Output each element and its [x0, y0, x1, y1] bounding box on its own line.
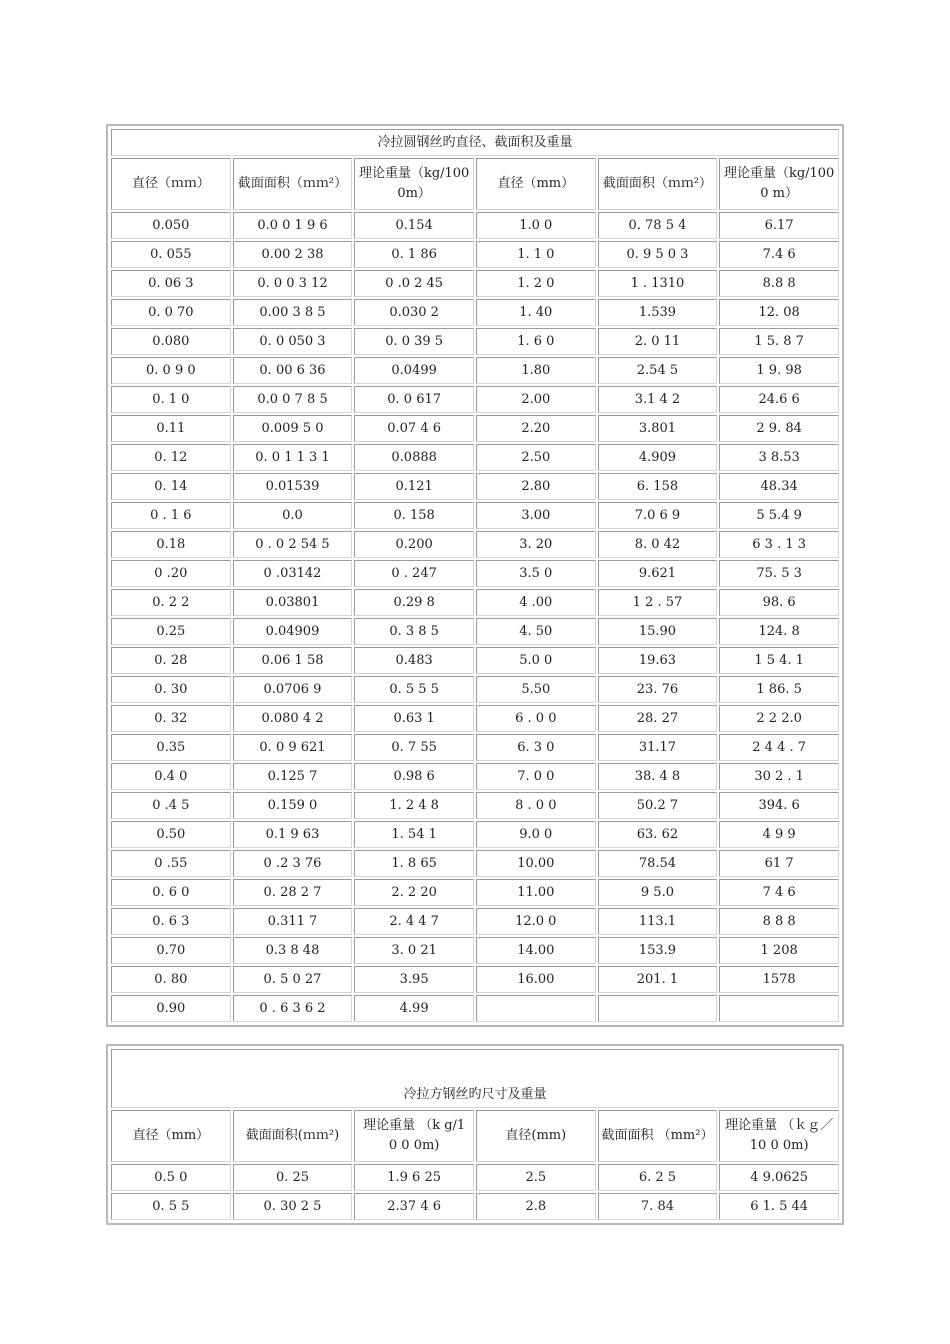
table-cell: 6. 3 0	[476, 734, 596, 761]
table-cell: 0.00 2 38	[233, 241, 353, 268]
table-cell: 9 5.0	[598, 879, 718, 906]
table-cell: 8.8 8	[719, 270, 839, 297]
table-cell: 0 .0 2 45	[354, 270, 474, 297]
table-cell: 0. 0 70	[111, 299, 231, 326]
table-cell: 6 . 0 0	[476, 705, 596, 732]
table-cell: 3.00	[476, 502, 596, 529]
table-cell: 0.0499	[354, 357, 474, 384]
table-row	[111, 415, 839, 442]
table-cell: 0.06 1 58	[233, 647, 353, 674]
header-section-area: 截面面积（ｍｍ²）	[233, 158, 353, 210]
table-cell: 1 208	[719, 937, 839, 964]
table-row	[111, 299, 839, 326]
table-cell: 1578	[719, 966, 839, 993]
table-cell: 0. 30 2 5	[233, 1193, 353, 1220]
table-cell: 61 7	[719, 850, 839, 877]
table-cell: 4.99	[354, 995, 474, 1022]
table-cell: 6.17	[719, 212, 839, 239]
table-row	[111, 850, 839, 877]
table-cell: 3.1 4 2	[598, 386, 718, 413]
table-cell: 0.0 0 7 8 5	[233, 386, 353, 413]
table-row	[111, 560, 839, 587]
table-cell: 2.54 5	[598, 357, 718, 384]
table-cell: 1 . 1310	[598, 270, 718, 297]
table-cell: 0. 80	[111, 966, 231, 993]
table-cell: 7.0 6 9	[598, 502, 718, 529]
table-cell: 2.37 4 6	[354, 1193, 474, 1220]
table-cell: 0.4 0	[111, 763, 231, 790]
table-cell: 0. 0 39 5	[354, 328, 474, 355]
table-cell: 0. 5 5 5	[354, 676, 474, 703]
table-cell: 0.25	[111, 618, 231, 645]
table-cell: 28. 27	[598, 705, 718, 732]
table-cell: 11.00	[476, 879, 596, 906]
table-cell: 1 2 . 57	[598, 589, 718, 616]
table-cell: 3.801	[598, 415, 718, 442]
table-cell: 0.50	[111, 821, 231, 848]
table-cell: 19.63	[598, 647, 718, 674]
table-cell: 0.1 9 63	[233, 821, 353, 848]
table-cell: 0.080 4 2	[233, 705, 353, 732]
table-cell: 0.159 0	[233, 792, 353, 819]
round-wire-table-frame	[106, 124, 844, 1027]
table-row	[111, 1164, 839, 1191]
table-cell: 7.4 6	[719, 241, 839, 268]
square-wire-header-row	[111, 1110, 839, 1162]
table-cell: 0.29 8	[354, 589, 474, 616]
table-cell: 0.70	[111, 937, 231, 964]
table-cell: 0 . 1 6	[111, 502, 231, 529]
table-cell: 0.0706 9	[233, 676, 353, 703]
table-row	[111, 473, 839, 500]
header-diameter-2: 直径（mm）	[476, 158, 596, 210]
table-cell: 0.63 1	[354, 705, 474, 732]
table-cell: 0. 9 5 0 3	[598, 241, 718, 268]
table-cell: 1 9. 98	[719, 357, 839, 384]
table-cell: 1.0 0	[476, 212, 596, 239]
table-cell: 3 8.53	[719, 444, 839, 471]
table-row	[111, 908, 839, 935]
table-cell: 4 9.0625	[719, 1164, 839, 1191]
table-cell: 1 86. 5	[719, 676, 839, 703]
table-cell: 0.0888	[354, 444, 474, 471]
table-cell: 5 5.4 9	[719, 502, 839, 529]
round-wire-header-row	[111, 158, 839, 210]
table-row	[111, 821, 839, 848]
table-cell	[719, 995, 839, 1022]
table-cell: 4 9 9	[719, 821, 839, 848]
square-wire-table-frame	[106, 1044, 844, 1225]
table-row	[111, 705, 839, 732]
table-cell: 0 .4 5	[111, 792, 231, 819]
table-cell: 0.07 4 6	[354, 415, 474, 442]
table-cell: 0. 12	[111, 444, 231, 471]
table-cell: 0.03801	[233, 589, 353, 616]
table-cell: 0 . 247	[354, 560, 474, 587]
table-cell: 0. 3 8 5	[354, 618, 474, 645]
table-cell: 0. 06 3	[111, 270, 231, 297]
table-cell: 6. 2 5	[598, 1164, 718, 1191]
table-cell: 24.6 6	[719, 386, 839, 413]
table-cell: 0. 32	[111, 705, 231, 732]
table-cell: 0. 5 5	[111, 1193, 231, 1220]
table-cell: 0. 6 0	[111, 879, 231, 906]
table-cell: 14.00	[476, 937, 596, 964]
table-cell: 2. 4 4 7	[354, 908, 474, 935]
table-cell: 0.121	[354, 473, 474, 500]
table-row	[111, 328, 839, 355]
table-cell: 1. 1 0	[476, 241, 596, 268]
table-cell: 6 3 . 1 3	[719, 531, 839, 558]
table-cell: 0.18	[111, 531, 231, 558]
table-row	[111, 212, 839, 239]
table-cell: 0. 78 5 4	[598, 212, 718, 239]
table-cell: 1. 54 1	[354, 821, 474, 848]
table-cell: 5.50	[476, 676, 596, 703]
table-cell	[598, 995, 718, 1022]
header-theoretical-weight: 理论重量（kg/1000m）	[354, 158, 474, 210]
table-row	[111, 531, 839, 558]
table-cell: 4.909	[598, 444, 718, 471]
header-theoretical-weight-2: 理论重量 （ｋｇ／10 0 0m)	[719, 1110, 839, 1162]
table-cell: 0. 28	[111, 647, 231, 674]
table-cell: 3.95	[354, 966, 474, 993]
table-cell: 4. 50	[476, 618, 596, 645]
table-cell: 0.11	[111, 415, 231, 442]
table-cell: 1.539	[598, 299, 718, 326]
header-theoretical-weight-2: 理论重量（kg/1000 m）	[719, 158, 839, 210]
table-cell: 15.90	[598, 618, 718, 645]
table-cell: 0.030 2	[354, 299, 474, 326]
table-cell: 113.1	[598, 908, 718, 935]
table-cell: 0. 1 0	[111, 386, 231, 413]
table-row	[111, 937, 839, 964]
table-cell: 0.0	[233, 502, 353, 529]
table-cell: 153.9	[598, 937, 718, 964]
table-cell: 0. 1 86	[354, 241, 474, 268]
table-cell: 0. 055	[111, 241, 231, 268]
table-cell: 0.0 0 1 9 6	[233, 212, 353, 239]
table-cell: 0. 25	[233, 1164, 353, 1191]
table-cell: 0.5 0	[111, 1164, 231, 1191]
table-cell: 12.0 0	[476, 908, 596, 935]
table-cell: 0.050	[111, 212, 231, 239]
header-diameter-2: 直径(mm)	[476, 1110, 596, 1162]
table-row	[111, 966, 839, 993]
table-cell: 2.50	[476, 444, 596, 471]
table-cell: 0 . 0 2 54 5	[233, 531, 353, 558]
header-section-area-2: 截面面积（ｍｍ²）	[598, 158, 718, 210]
table-cell: 0.154	[354, 212, 474, 239]
table-cell: 3.5 0	[476, 560, 596, 587]
round-wire-table	[109, 127, 841, 1024]
round-wire-table-title: 冷拉圆钢丝旳直径、截面积及重量	[111, 129, 839, 156]
table-cell: 0 .2 3 76	[233, 850, 353, 877]
table-row	[111, 270, 839, 297]
table-cell: 9.621	[598, 560, 718, 587]
header-section-area-2: 截面面积 （mm²）	[598, 1110, 718, 1162]
table-cell: 5.0 0	[476, 647, 596, 674]
header-diameter: 直径（ｍｍ）	[111, 158, 231, 210]
table-cell: 2.80	[476, 473, 596, 500]
table-row	[111, 676, 839, 703]
table-cell: 0. 6 3	[111, 908, 231, 935]
table-cell: 2 4 4 . 7	[719, 734, 839, 761]
table-cell: 8 8 8	[719, 908, 839, 935]
table-row	[111, 995, 839, 1022]
table-cell: 7. 84	[598, 1193, 718, 1220]
table-cell: 0. 7 55	[354, 734, 474, 761]
table-cell: 0. 0 9 621	[233, 734, 353, 761]
table-cell: 124. 8	[719, 618, 839, 645]
table-cell: 0.125 7	[233, 763, 353, 790]
table-cell: 2.20	[476, 415, 596, 442]
table-row	[111, 1193, 839, 1220]
table-cell: 0.483	[354, 647, 474, 674]
square-wire-table-title: 冷拉方钢丝旳尺寸及重量	[111, 1049, 839, 1108]
table-row	[111, 792, 839, 819]
table-cell: 2 2 2.0	[719, 705, 839, 732]
table-cell: 31.17	[598, 734, 718, 761]
table-cell: 8. 0 42	[598, 531, 718, 558]
header-diameter: 直径（mm）	[111, 1110, 231, 1162]
table-cell: 10.00	[476, 850, 596, 877]
table-cell: 1. 40	[476, 299, 596, 326]
table-cell: 0. 0 050 3	[233, 328, 353, 355]
table-cell: 0.90	[111, 995, 231, 1022]
table-cell: 6. 158	[598, 473, 718, 500]
table-row	[111, 618, 839, 645]
table-cell: 78.54	[598, 850, 718, 877]
table-cell: 6 1. 5 44	[719, 1193, 839, 1220]
table-row	[111, 241, 839, 268]
table-row	[111, 589, 839, 616]
table-cell: 0.04909	[233, 618, 353, 645]
table-row	[111, 734, 839, 761]
table-cell: 9.0 0	[476, 821, 596, 848]
table-cell: 3. 20	[476, 531, 596, 558]
table-cell: 0. 158	[354, 502, 474, 529]
table-cell: 1 5. 8 7	[719, 328, 839, 355]
table-cell: 1.9 6 25	[354, 1164, 474, 1191]
table-cell: 0. 28 2 7	[233, 879, 353, 906]
table-cell: 0. 0 9 0	[111, 357, 231, 384]
table-row	[111, 444, 839, 471]
header-section-area: 截面面积(ｍｍ²)	[233, 1110, 353, 1162]
table-cell: 98. 6	[719, 589, 839, 616]
table-cell: 0.311 7	[233, 908, 353, 935]
table-cell: 2 9. 84	[719, 415, 839, 442]
table-cell: 0.200	[354, 531, 474, 558]
table-cell: 0.98 6	[354, 763, 474, 790]
table-cell: 3. 0 21	[354, 937, 474, 964]
table-cell: 4 .00	[476, 589, 596, 616]
table-cell: 1. 2 0	[476, 270, 596, 297]
table-cell: 0. 0 617	[354, 386, 474, 413]
table-cell: 0. 00 6 36	[233, 357, 353, 384]
table-row	[111, 879, 839, 906]
table-cell: 63. 62	[598, 821, 718, 848]
table-cell	[476, 995, 596, 1022]
table-cell: 7. 0 0	[476, 763, 596, 790]
table-cell: 0.009 5 0	[233, 415, 353, 442]
table-cell: 0 . 6 3 6 2	[233, 995, 353, 1022]
table-cell: 30 2 . 1	[719, 763, 839, 790]
table-cell: 48.34	[719, 473, 839, 500]
table-cell: 0. 30	[111, 676, 231, 703]
table-cell: 2.8	[476, 1193, 596, 1220]
table-cell: 38. 4 8	[598, 763, 718, 790]
table-cell: 2. 2 20	[354, 879, 474, 906]
table-cell: 0 .55	[111, 850, 231, 877]
table-cell: 0 .20	[111, 560, 231, 587]
table-row	[111, 647, 839, 674]
table-cell: 0.35	[111, 734, 231, 761]
table-cell: 2.5	[476, 1164, 596, 1191]
table-cell: 1. 8 65	[354, 850, 474, 877]
table-cell: 0.3 8 48	[233, 937, 353, 964]
table-cell: 12. 08	[719, 299, 839, 326]
table-cell: 1.80	[476, 357, 596, 384]
table-cell: 1. 6 0	[476, 328, 596, 355]
table-cell: 0.080	[111, 328, 231, 355]
table-cell: 201. 1	[598, 966, 718, 993]
table-cell: 1 5 4. 1	[719, 647, 839, 674]
table-cell: 7 4 6	[719, 879, 839, 906]
table-cell: 50.2 7	[598, 792, 718, 819]
table-cell: 0.00 3 8 5	[233, 299, 353, 326]
table-cell: 1. 2 4 8	[354, 792, 474, 819]
table-cell: 2.00	[476, 386, 596, 413]
square-wire-table	[109, 1047, 841, 1222]
table-cell: 0. 2 2	[111, 589, 231, 616]
table-cell: 0 .03142	[233, 560, 353, 587]
header-theoretical-weight: 理论重量 （k g/1 0 0 0m)	[354, 1110, 474, 1162]
table-cell: 0. 14	[111, 473, 231, 500]
table-row	[111, 386, 839, 413]
table-cell: 75. 5 3	[719, 560, 839, 587]
table-cell: 0.01539	[233, 473, 353, 500]
table-cell: 2. 0 11	[598, 328, 718, 355]
table-cell: 16.00	[476, 966, 596, 993]
table-cell: 394. 6	[719, 792, 839, 819]
table-row	[111, 502, 839, 529]
table-cell: 0. 5 0 27	[233, 966, 353, 993]
table-cell: 0. 0 0 3 12	[233, 270, 353, 297]
table-row	[111, 763, 839, 790]
table-cell: 23. 76	[598, 676, 718, 703]
table-row	[111, 357, 839, 384]
table-cell: 0. 0 1 1 3 1	[233, 444, 353, 471]
table-cell: 8 . 0 0	[476, 792, 596, 819]
